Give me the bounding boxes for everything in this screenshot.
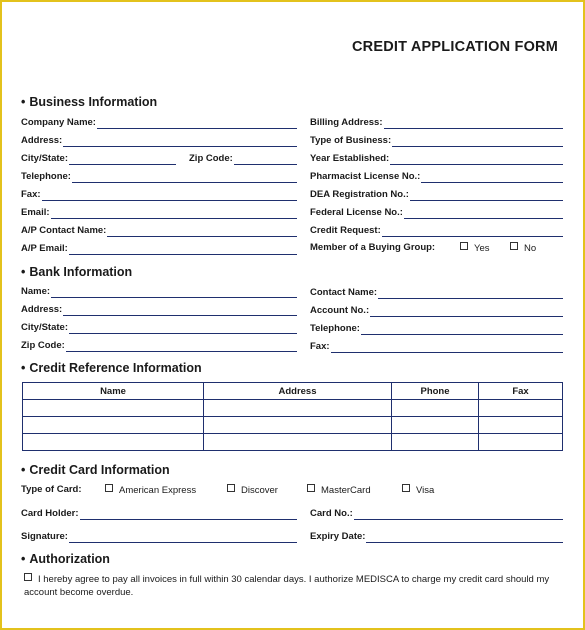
telephone-field[interactable]: Telephone: (21, 167, 297, 183)
section-heading-card: • Credit Card Information (21, 463, 170, 477)
card-option-discover[interactable]: Discover (227, 484, 278, 497)
ap-contact-line[interactable] (107, 225, 297, 237)
no-checkbox[interactable] (510, 242, 518, 250)
zip-code-field[interactable]: Zip Code: (189, 149, 297, 165)
card-option-mastercard[interactable]: MasterCard (307, 484, 371, 497)
table-cell[interactable] (204, 434, 392, 451)
address-line[interactable] (63, 135, 297, 147)
card-number-field[interactable]: Card No.: (310, 504, 563, 520)
credit-request-line[interactable] (382, 225, 563, 237)
table-cell[interactable] (204, 417, 392, 434)
bank-fax-line[interactable] (331, 341, 563, 353)
discover-checkbox[interactable] (227, 484, 235, 492)
card-option-visa[interactable]: Visa (402, 484, 434, 497)
column-header-name: Name (23, 383, 204, 400)
pharmacist-license-line[interactable] (421, 171, 563, 183)
column-header-fax: Fax (479, 383, 563, 400)
buying-group-yes-option[interactable]: Yes (460, 242, 490, 255)
authorization-checkbox[interactable] (24, 573, 32, 581)
column-header-address: Address (204, 383, 392, 400)
email-line[interactable] (51, 207, 297, 219)
section-heading-bank: • Bank Information (21, 265, 133, 279)
city-state-line[interactable] (69, 153, 176, 165)
bank-address-field[interactable]: Address: (21, 300, 297, 316)
federal-license-line[interactable] (404, 207, 563, 219)
address-field[interactable]: Address: (21, 131, 297, 147)
table-row (23, 417, 563, 434)
visa-checkbox[interactable] (402, 484, 410, 492)
fax-field[interactable]: Fax: (21, 185, 297, 201)
table-cell[interactable] (23, 400, 204, 417)
bank-telephone-field[interactable]: Telephone: (310, 319, 563, 335)
expiry-date-field[interactable]: Expiry Date: (310, 527, 563, 543)
billing-address-field[interactable]: Billing Address: (310, 113, 563, 129)
bank-city-state-field[interactable]: City/State: (21, 318, 297, 334)
bank-address-line[interactable] (63, 304, 297, 316)
federal-license-field[interactable]: Federal License No.: (310, 203, 563, 219)
expiry-date-line[interactable] (366, 531, 563, 543)
card-number-line[interactable] (354, 508, 563, 520)
bank-name-line[interactable] (51, 286, 297, 298)
table-cell[interactable] (23, 434, 204, 451)
ap-email-line[interactable] (69, 243, 297, 255)
bank-city-state-line[interactable] (69, 322, 297, 334)
fax-line[interactable] (42, 189, 297, 201)
bank-account-no-line[interactable] (370, 305, 563, 317)
year-established-line[interactable] (390, 153, 563, 165)
table-cell[interactable] (479, 434, 563, 451)
dea-registration-line[interactable] (410, 189, 563, 201)
card-type-label: Type of Card: (21, 484, 82, 495)
yes-checkbox[interactable] (460, 242, 468, 250)
bank-telephone-line[interactable] (361, 323, 563, 335)
signature-field[interactable]: Signature: (21, 527, 297, 543)
email-field[interactable]: Email: (21, 203, 297, 219)
company-name-field[interactable]: Company Name: (21, 113, 297, 129)
table-cell[interactable] (392, 417, 479, 434)
bank-contact-name-line[interactable] (378, 287, 563, 299)
buying-group-no-option[interactable]: No (510, 242, 536, 255)
card-holder-field[interactable]: Card Holder: (21, 504, 297, 520)
table-row (23, 400, 563, 417)
ap-email-field[interactable]: A/P Email: (21, 239, 297, 255)
form-title: CREDIT APPLICATION FORM (352, 39, 558, 55)
card-option-american-express[interactable]: American Express (105, 484, 196, 497)
authorization-statement[interactable]: I hereby agree to pay all invoices in full within 30 calendar days. I authorize MEDISCA to charge my credit card should my account become overdue. (24, 574, 550, 598)
table-header-row (23, 383, 563, 400)
year-established-field[interactable]: Year Established: (310, 149, 563, 165)
mastercard-checkbox[interactable] (307, 484, 315, 492)
table-cell[interactable] (392, 400, 479, 417)
bank-contact-name-field[interactable]: Contact Name: (310, 283, 563, 299)
credit-request-field[interactable]: Credit Request: (310, 221, 563, 237)
bank-name-field[interactable]: Name: (21, 282, 297, 298)
telephone-line[interactable] (72, 171, 297, 183)
table-cell[interactable] (23, 417, 204, 434)
bank-zip-code-line[interactable] (66, 340, 297, 352)
bank-account-no-field[interactable]: Account No.: (310, 301, 563, 317)
american-express-checkbox[interactable] (105, 484, 113, 492)
zip-code-line[interactable] (234, 153, 297, 165)
column-header-phone: Phone (392, 383, 479, 400)
table-cell[interactable] (479, 400, 563, 417)
company-name-line[interactable] (97, 117, 297, 129)
table-cell[interactable] (204, 400, 392, 417)
type-of-business-line[interactable] (392, 135, 563, 147)
card-holder-line[interactable] (80, 508, 297, 520)
bank-fax-field[interactable]: Fax: (310, 337, 563, 353)
bank-zip-code-field[interactable]: Zip Code: (21, 336, 297, 352)
city-state-field[interactable]: City/State: (21, 149, 176, 165)
dea-registration-field[interactable]: DEA Registration No.: (310, 185, 563, 201)
signature-line[interactable] (69, 531, 297, 543)
table-cell[interactable] (479, 417, 563, 434)
ap-contact-field[interactable]: A/P Contact Name: (21, 221, 297, 237)
table-row (23, 434, 563, 451)
section-heading-business: • Business Information (21, 95, 158, 109)
section-heading-reference: • Credit Reference Information (21, 361, 202, 375)
type-of-business-field[interactable]: Type of Business: (310, 131, 563, 147)
billing-address-line[interactable] (384, 117, 564, 129)
credit-reference-table (22, 382, 563, 451)
pharmacist-license-field[interactable]: Pharmacist License No.: (310, 167, 563, 183)
section-heading-authorization: • Authorization (21, 552, 110, 566)
table-cell[interactable] (392, 434, 479, 451)
buying-group-label: Member of a Buying Group: (310, 242, 436, 253)
